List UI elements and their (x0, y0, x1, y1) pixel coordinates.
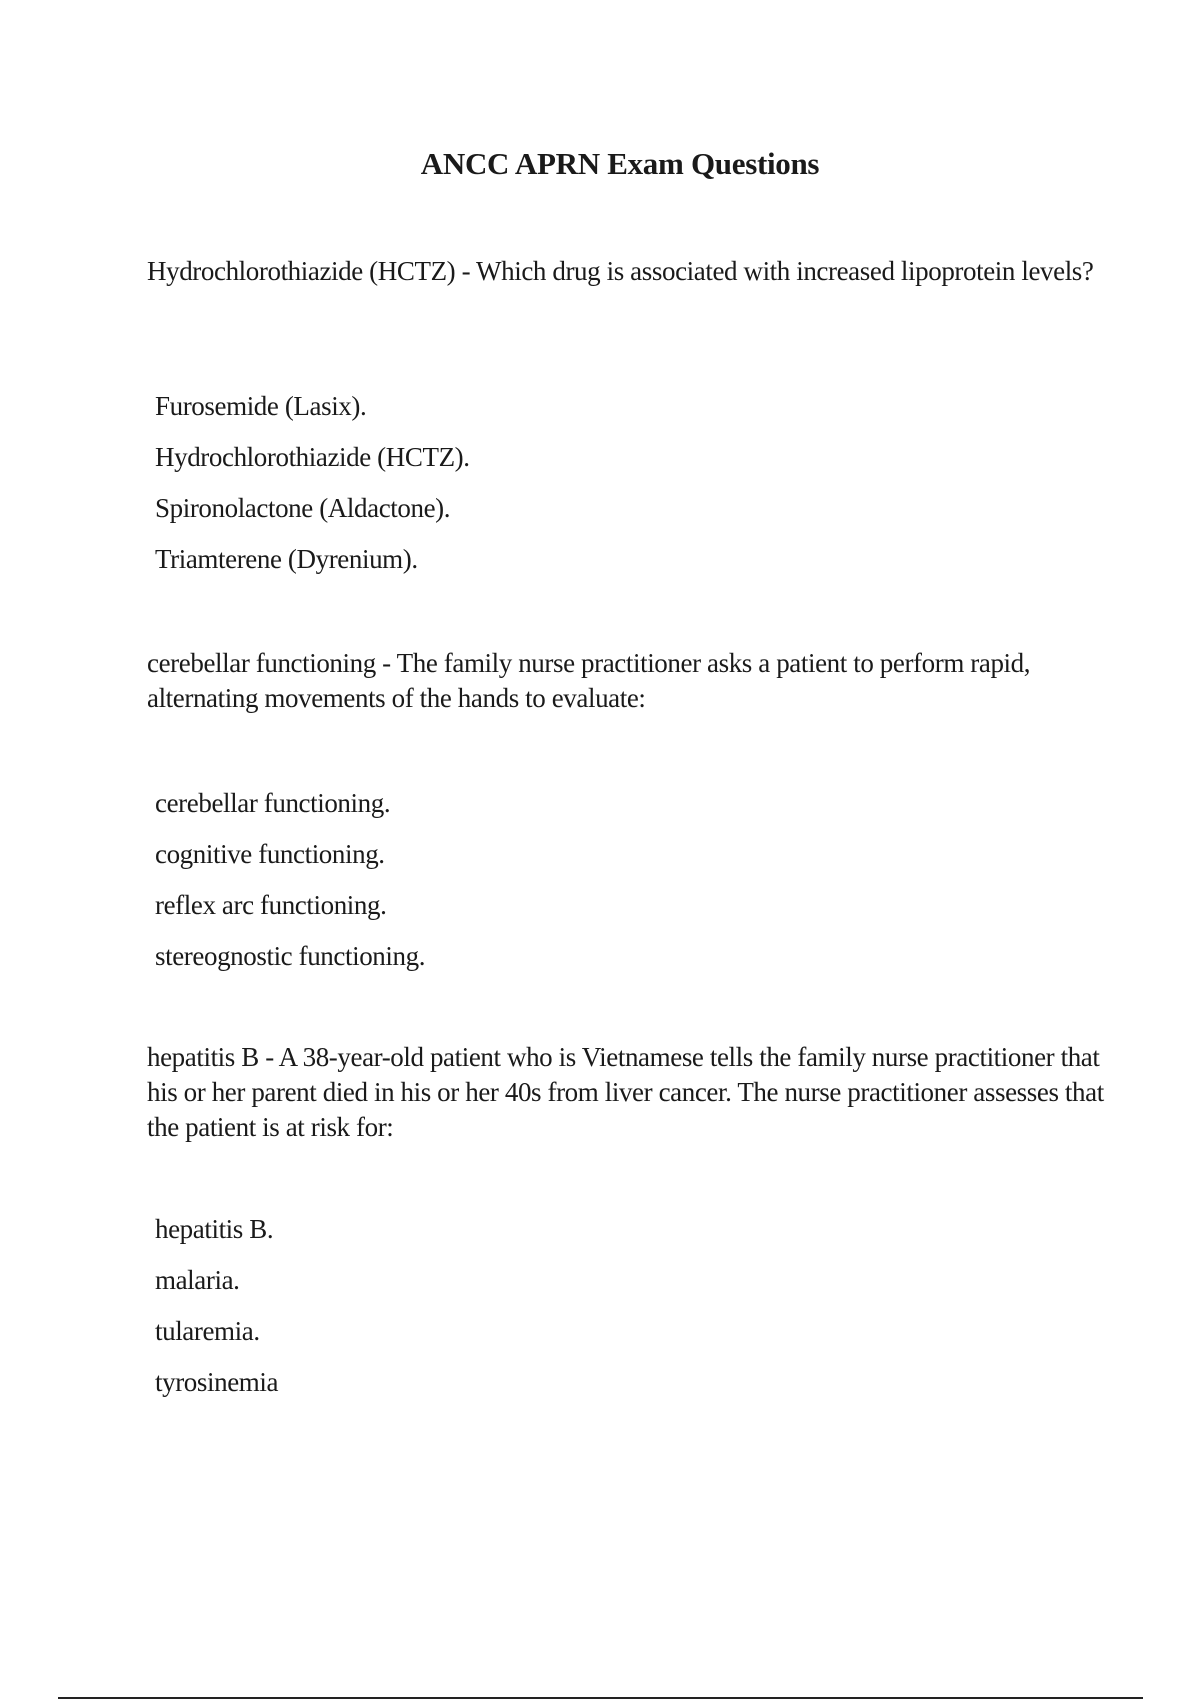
question-text: Hydrochlorothiazide (HCTZ) - Which drug is associated with increased lipoprotein levels? (147, 256, 1094, 286)
answer-option: Triamterene (Dyrenium). (155, 544, 418, 574)
answer-option: hepatitis B. (155, 1214, 274, 1244)
answer-options (155, 1204, 278, 1408)
question-block-3 (147, 1040, 1107, 1397)
answer-options (155, 381, 470, 585)
answer-options (155, 778, 425, 982)
answer-option: reflex arc functioning. (155, 890, 387, 920)
answer-option: tyrosinemia (155, 1367, 279, 1397)
question-text: cerebellar functioning - The family nurse practitioner asks a patient to perform rapid, alternating movements of the hands to evaluate: (147, 648, 1031, 713)
answer-option: stereognostic functioning. (155, 941, 426, 971)
answer-option: cognitive functioning. (155, 839, 385, 869)
question-text: hepatitis B - A 38-year-old patient who is Vietnamese tells the family nurse practitioner that his or her parent died in his or her 40s from liver cancer. The nurse practitioner assesses that the patient is at risk for: (147, 1042, 1104, 1142)
question-block-1 (147, 254, 1107, 574)
answer-option: tularemia. (155, 1316, 260, 1346)
footer-divider (58, 1697, 1143, 1699)
question-block-2 (147, 646, 1107, 971)
answer-option: Hydrochlorothiazide (HCTZ). (155, 442, 470, 472)
answer-option: cerebellar functioning. (155, 788, 391, 818)
answer-option: Furosemide (Lasix). (155, 391, 367, 421)
document-title: ANCC APRN Exam Questions (420, 146, 820, 181)
answer-option: malaria. (155, 1265, 240, 1295)
answer-option: Spironolactone (Aldactone). (155, 493, 451, 523)
